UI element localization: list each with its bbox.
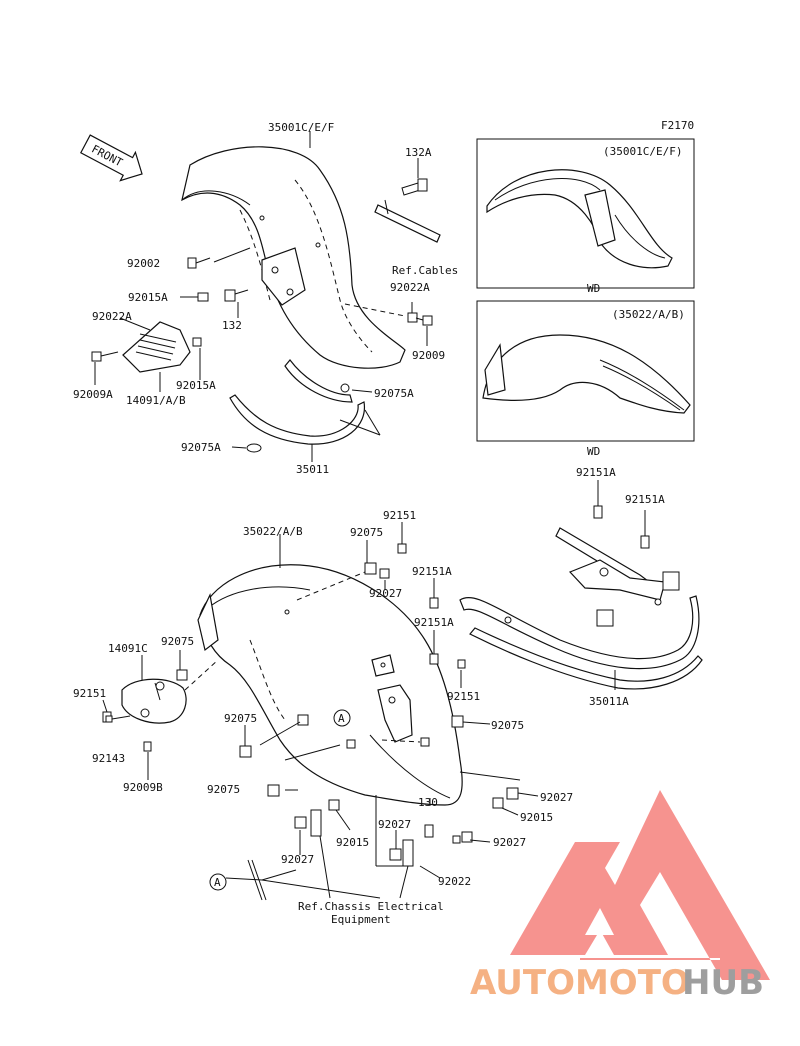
inset-1-part-label: (35001C/E/F) bbox=[603, 145, 683, 158]
inset-front-fender bbox=[477, 139, 694, 295]
washer-92015A bbox=[198, 293, 208, 301]
label-92027-bottom: 92027 bbox=[493, 836, 527, 849]
label-92151A-top-2: 92151A bbox=[625, 493, 665, 506]
svg-text:A: A bbox=[214, 876, 221, 889]
label-92009: 92009 bbox=[412, 349, 446, 362]
label-92151-mid: 92151 bbox=[447, 690, 481, 703]
label-35011A: 35011A bbox=[589, 695, 629, 708]
label-92009B: 92009B bbox=[123, 781, 163, 794]
bolt-92002 bbox=[188, 258, 210, 268]
label-92022A-right: 92022A bbox=[390, 281, 430, 294]
label-35001CEF: 35001C/E/F bbox=[268, 121, 335, 134]
screw-92009A bbox=[92, 352, 118, 361]
label-92015-right: 92015 bbox=[520, 811, 554, 824]
figure-code: F2170 bbox=[661, 119, 695, 132]
label-92027-mid-right: 92027 bbox=[378, 818, 412, 831]
label-92027-bottom-left: 92027 bbox=[281, 853, 315, 866]
rear-fender-assembly bbox=[198, 565, 462, 805]
emblem-14091 bbox=[123, 322, 190, 372]
label-ref-chassis-1: Ref.Chassis Electrical bbox=[298, 900, 444, 913]
label-130: 130 bbox=[418, 796, 438, 809]
label-14091C: 14091C bbox=[108, 642, 148, 655]
label-92009A: 92009A bbox=[73, 388, 113, 401]
label-92022: 92022 bbox=[438, 875, 472, 888]
label-92015A-top: 92015A bbox=[128, 291, 168, 304]
label-35022AB: 35022/A/B bbox=[243, 525, 303, 538]
automotohub-logo bbox=[470, 790, 770, 1003]
label-92075-mid: 92075 bbox=[224, 712, 258, 725]
front-fender-assembly bbox=[182, 147, 405, 368]
nut-92022A bbox=[408, 313, 417, 322]
front-arrow-icon bbox=[78, 130, 150, 188]
brace-35011 bbox=[230, 360, 364, 452]
label-92075-right: 92075 bbox=[491, 719, 525, 732]
inset-rear-fender bbox=[477, 301, 694, 458]
label-14091AB: 14091/A/B bbox=[126, 394, 186, 407]
watermark-text-part1: AUTOMOTO bbox=[470, 963, 690, 1003]
label-92015A-bottom: 92015A bbox=[176, 379, 216, 392]
label-132: 132 bbox=[222, 319, 242, 332]
svg-text:A: A bbox=[338, 712, 345, 725]
label-92151A-mid-2: 92151A bbox=[414, 616, 454, 629]
inset-2-part-label: (35022/A/B) bbox=[612, 308, 685, 321]
bolt-92009 bbox=[416, 316, 432, 325]
label-92022A-left: 92022A bbox=[92, 310, 132, 323]
front-arrow-label: FRONT bbox=[89, 142, 125, 170]
label-132A: 132A bbox=[405, 146, 432, 159]
inset-1-variant: WD bbox=[587, 282, 601, 295]
inset-2-variant: WD bbox=[587, 445, 601, 458]
label-ref-cables: Ref.Cables bbox=[392, 264, 459, 277]
label-92075-top: 92075 bbox=[350, 526, 384, 539]
label-92015-bottom: 92015 bbox=[336, 836, 370, 849]
rear-fender bbox=[200, 565, 462, 805]
label-ref-chassis-2: Equipment bbox=[331, 913, 391, 926]
taillight-14091C bbox=[122, 660, 218, 723]
washer-92015A-b bbox=[193, 338, 201, 346]
label-92143: 92143 bbox=[92, 752, 126, 765]
label-92151A-mid: 92151A bbox=[412, 565, 452, 578]
label-92151-left: 92151 bbox=[73, 687, 107, 700]
label-92027-right: 92027 bbox=[540, 791, 574, 804]
cable-guide bbox=[375, 200, 440, 242]
label-92075-left: 92075 bbox=[161, 635, 195, 648]
label-92002: 92002 bbox=[127, 257, 161, 270]
label-92151-top: 92151 bbox=[383, 509, 417, 522]
label-92075A-left: 92075A bbox=[181, 441, 221, 454]
watermark-text-part2: HUB bbox=[682, 963, 764, 1003]
label-92075-low: 92075 bbox=[207, 783, 241, 796]
label-92075A-right: 92075A bbox=[374, 387, 414, 400]
label-35011: 35011 bbox=[296, 463, 330, 476]
bolt-132 bbox=[225, 290, 248, 301]
label-92151A-top-1: 92151A bbox=[576, 466, 616, 479]
bolt-132A bbox=[402, 179, 427, 195]
callout-A-lower bbox=[210, 874, 226, 890]
callout-A-upper bbox=[334, 710, 350, 726]
grab-rail-35011A bbox=[460, 528, 702, 689]
label-92027-top: 92027 bbox=[369, 587, 403, 600]
